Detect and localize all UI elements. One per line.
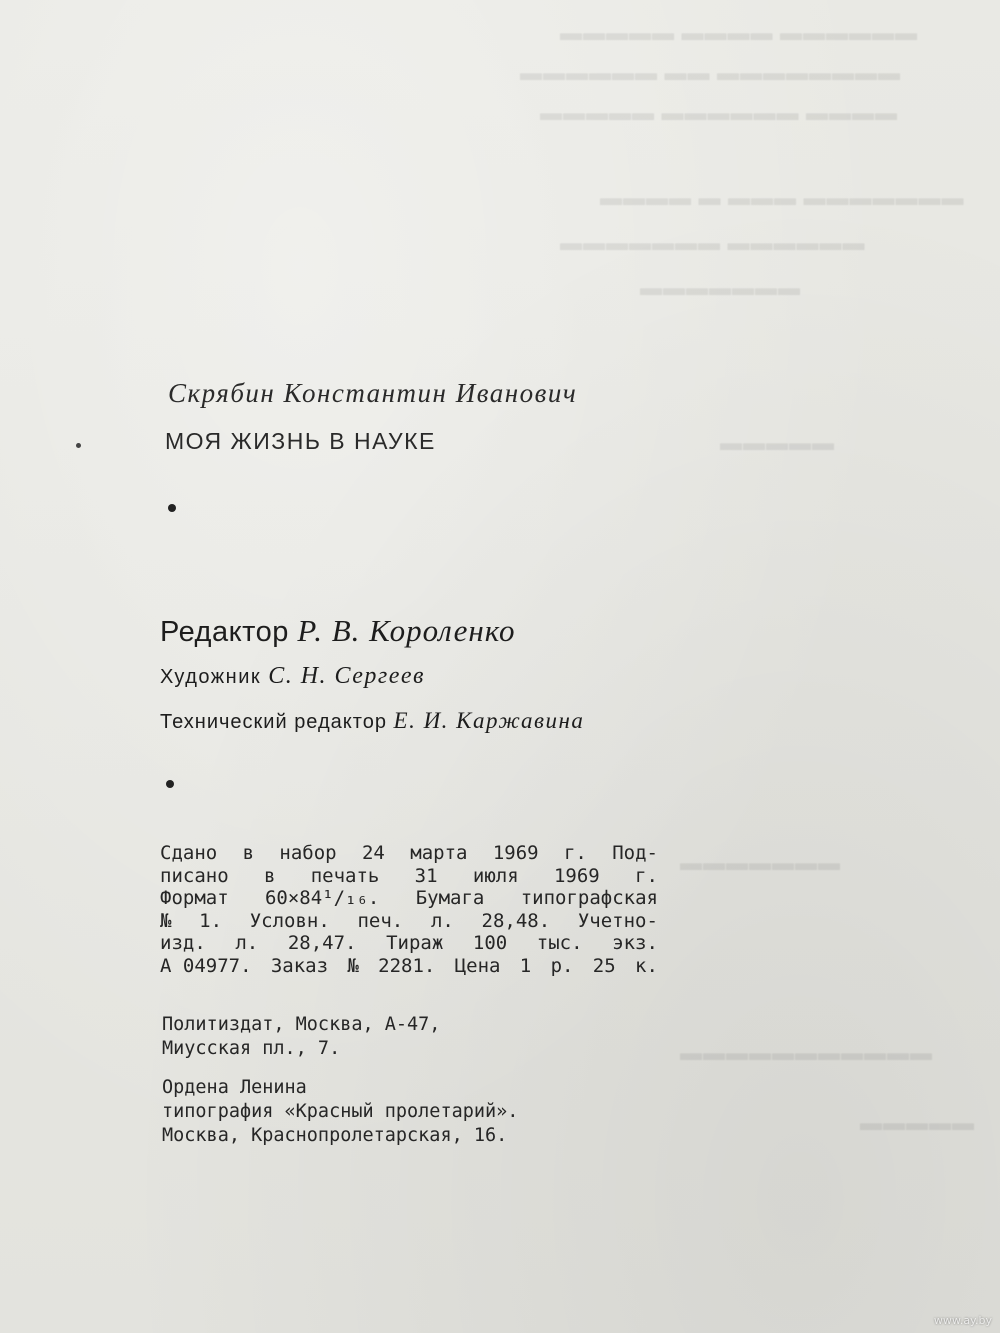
imprint-word: изд. (160, 932, 206, 954)
editor-label: Редактор (160, 616, 289, 648)
printer-line: типография «Красный пролетарий». (162, 1101, 519, 1122)
imprint-word: 1969 (553, 864, 600, 887)
imprint-word: печ. (357, 909, 404, 932)
bleed-through-text: ▬▬▬▬▬▬▬ ▬▬▬▬▬▬ (560, 230, 866, 255)
imprint-word: Учетно- (577, 909, 658, 932)
imprint-word: Бумага (415, 887, 485, 909)
imprint-word: г. (563, 842, 587, 864)
imprint-word: 100 (472, 932, 508, 954)
bleed-through-text: ▬▬▬▬▬▬▬▬▬▬▬ (680, 1040, 933, 1065)
printer-line: Москва, Краснопролетарская, 16. (162, 1125, 508, 1146)
imprint-word: к. (635, 954, 658, 977)
imprint-word: Сдано (160, 842, 218, 864)
publisher-line: Политиздат, Москва, А-47, (162, 1014, 441, 1035)
publisher-line: Миусская пл., 7. (162, 1038, 341, 1059)
printer-address (162, 1076, 518, 1148)
bleed-through-text: ▬▬▬▬▬▬ ▬▬ ▬▬▬▬▬▬▬▬ (520, 60, 901, 85)
watermark-text: www.ay.by (933, 1314, 992, 1327)
bleed-through-text: ▬▬▬▬▬▬▬ (640, 275, 801, 300)
imprint-word: Заказ (270, 954, 329, 977)
bleed-through-text: ▬▬▬▬▬ (720, 430, 835, 455)
bleed-through-text: ▬▬▬▬▬ ▬▬▬▬ ▬▬▬▬▬▬ (560, 20, 918, 45)
imprint-word: Условн. (249, 909, 330, 932)
book-title: МОЯ ЖИЗНЬ В НАУКЕ (165, 428, 436, 454)
imprint-line (160, 955, 658, 978)
imprint-word: 1969 (492, 842, 539, 864)
imprint-word: марта (410, 842, 468, 864)
imprint-block (160, 842, 658, 977)
separator-dot (166, 780, 174, 788)
bleed-through-text: ▬▬▬▬▬▬▬ (680, 850, 841, 875)
imprint-word: л. (430, 909, 454, 932)
imprint-word: набор (279, 842, 337, 864)
imprint-word: А 04977. (160, 954, 252, 977)
editor-name: Р. В. Короленко (297, 613, 516, 648)
imprint-word: экз. (612, 932, 658, 954)
imprint-word: печать (310, 864, 380, 887)
artist-name: С. Н. Сергеев (268, 663, 425, 689)
author-name: Скрябин Константин Иванович (168, 378, 578, 408)
artist-credit (160, 663, 425, 690)
imprint-word: л. (235, 932, 259, 954)
separator-dot (168, 504, 176, 512)
imprint-word: 25 (592, 954, 616, 977)
imprint-word: 1 (519, 954, 532, 977)
imprint-word: г. (635, 864, 658, 887)
tech-editor-name: Е. И. Каржавина (393, 708, 585, 733)
imprint-word: № (347, 954, 359, 977)
imprint-line (160, 932, 658, 955)
imprint-word: 1. (199, 909, 223, 932)
imprint-word: 60×84¹/₁₆. (264, 887, 380, 909)
imprint-word: 24 (361, 842, 385, 864)
imprint-line (160, 842, 658, 865)
imprint-word: типографская (520, 887, 658, 909)
imprint-word: № (160, 909, 172, 932)
tech-editor-credit (160, 708, 584, 734)
bleed-through-text: ▬▬▬▬▬ ▬▬▬▬▬▬ ▬▬▬▬ (540, 100, 898, 125)
tech-editor-label: Технический редактор (160, 711, 387, 733)
imprint-word: 31 (414, 864, 438, 887)
imprint-word: 2281. (378, 954, 436, 977)
editor-credit (160, 613, 516, 649)
imprint-word: июля (472, 864, 519, 887)
bleed-through-text: ▬▬▬▬ ▬ ▬▬▬ ▬▬▬▬▬▬▬ (600, 185, 965, 210)
imprint-word: тыс. (536, 932, 583, 954)
imprint-word: в (263, 864, 276, 887)
imprint-word: р. (550, 954, 574, 977)
ink-speck (76, 443, 81, 448)
imprint-line (160, 865, 658, 888)
imprint-word: Под- (612, 842, 658, 864)
imprint-word: писано (160, 864, 229, 887)
imprint-line (160, 910, 658, 933)
imprint-word: 28,47. (287, 932, 357, 954)
publisher-address (162, 1013, 440, 1061)
printer-line: Ордена Ленина (162, 1077, 307, 1098)
imprint-line (160, 887, 658, 910)
imprint-word: Цена (454, 954, 501, 977)
imprint-word: 28,48. (481, 909, 551, 932)
imprint-word: в (242, 842, 255, 864)
imprint-word: Тираж (386, 932, 444, 954)
artist-label: Художник (160, 666, 262, 688)
bleed-through-text: ▬▬▬▬▬ (860, 1110, 975, 1135)
imprint-word: Формат (160, 887, 229, 909)
